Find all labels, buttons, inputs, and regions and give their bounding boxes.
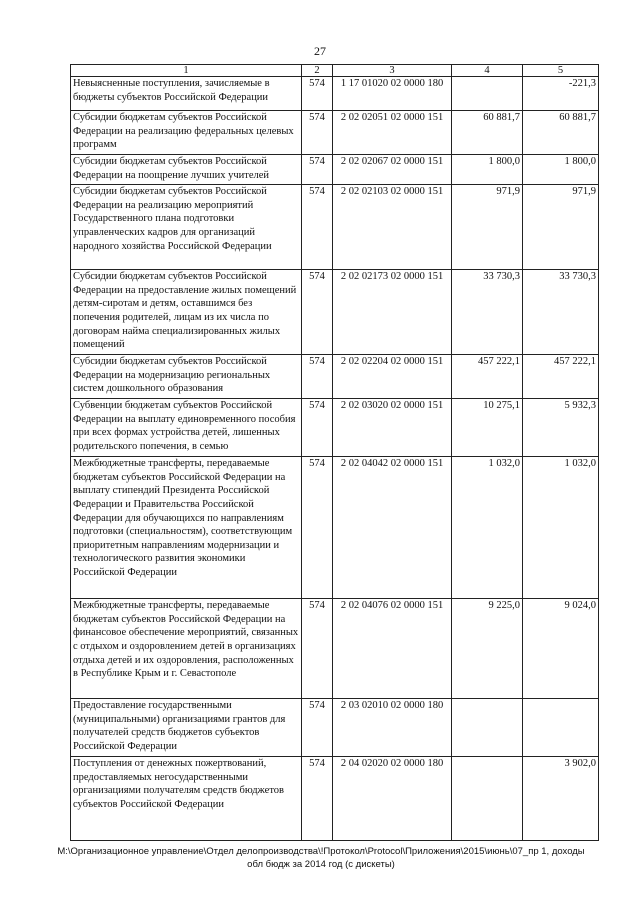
table-row	[71, 757, 599, 841]
table-row	[71, 599, 599, 699]
header-cell-3: 3	[333, 65, 452, 77]
amount-col4: 1 032,0	[452, 457, 523, 599]
amount-col5: 5 932,3	[523, 399, 599, 457]
revenue-name: Субсидии бюджетам субъектов Российской Федерации на модернизацию региональных систем дошкольного образования	[71, 355, 302, 399]
table-row	[71, 457, 599, 599]
amount-col4	[452, 757, 523, 841]
table-row	[71, 399, 599, 457]
amount-col4: 971,9	[452, 185, 523, 270]
budget-classification-code: 2 02 02051 02 0000 151	[333, 111, 452, 155]
file-path-footer	[56, 845, 586, 871]
budget-classification-code: 2 02 03020 02 0000 151	[333, 399, 452, 457]
header-cell-1: 1	[71, 65, 302, 77]
amount-col4	[452, 699, 523, 757]
admin-code: 574	[302, 757, 333, 841]
revenue-name: Невыясненные поступления, зачисляемые в бюджеты субъектов Российской Федерации	[71, 77, 302, 111]
admin-code: 574	[302, 599, 333, 699]
admin-code: 574	[302, 699, 333, 757]
budget-classification-code: 2 02 04076 02 0000 151	[333, 599, 452, 699]
header-cell-4: 4	[452, 65, 523, 77]
table-header-row	[71, 65, 599, 77]
amount-col5: 33 730,3	[523, 270, 599, 355]
budget-classification-code: 2 02 02103 02 0000 151	[333, 185, 452, 270]
budget-classification-code: 2 02 04042 02 0000 151	[333, 457, 452, 599]
table-row	[71, 155, 599, 185]
admin-code: 574	[302, 77, 333, 111]
table-row	[71, 185, 599, 270]
footer-line-2: обл бюдж за 2014 год (с дискеты)	[247, 859, 395, 870]
amount-col5: -221,3	[523, 77, 599, 111]
admin-code: 574	[302, 155, 333, 185]
budget-classification-code: 2 02 02173 02 0000 151	[333, 270, 452, 355]
amount-col5: 1 800,0	[523, 155, 599, 185]
revenue-name: Межбюджетные трансферты, передаваемые бюджетам субъектов Российской Федерации на выплату стипендий Президента Российской Федерации и Правительства Российской Федерации для обучающихся по направлениям подготовки (специальностям), соответствующим приоритетным направлениям модернизации и технологического развития экономики Российской Федерации	[71, 457, 302, 599]
amount-col4: 60 881,7	[452, 111, 523, 155]
admin-code: 574	[302, 457, 333, 599]
amount-col5: 971,9	[523, 185, 599, 270]
amount-col4: 1 800,0	[452, 155, 523, 185]
budget-classification-code: 2 03 02010 02 0000 180	[333, 699, 452, 757]
admin-code: 574	[302, 355, 333, 399]
amount-col4: 457 222,1	[452, 355, 523, 399]
admin-code: 574	[302, 399, 333, 457]
table-row	[71, 699, 599, 757]
revenue-table	[70, 64, 599, 841]
footer-line-1: M:\Организационное управление\Отдел делопроизводства\!Протокол\Protocol\Приложения\2015\июнь\07_пр 1, доходы	[57, 846, 585, 857]
amount-col5: 60 881,7	[523, 111, 599, 155]
budget-classification-code: 2 02 02204 02 0000 151	[333, 355, 452, 399]
header-cell-5: 5	[523, 65, 599, 77]
amount-col4: 10 275,1	[452, 399, 523, 457]
admin-code: 574	[302, 270, 333, 355]
header-cell-2: 2	[302, 65, 333, 77]
amount-col5: 1 032,0	[523, 457, 599, 599]
revenue-name: Субсидии бюджетам субъектов Российской Федерации на поощрение лучших учителей	[71, 155, 302, 185]
table-row	[71, 111, 599, 155]
admin-code: 574	[302, 185, 333, 270]
revenue-name: Субсидии бюджетам субъектов Российской Федерации на реализацию мероприятий Государственного плана подготовки управленческих кадров для организаций народного хозяйства Российской Федерации	[71, 185, 302, 270]
page-number: 27	[314, 44, 326, 58]
amount-col4	[452, 77, 523, 111]
amount-col5	[523, 699, 599, 757]
amount-col5: 3 902,0	[523, 757, 599, 841]
table-row	[71, 77, 599, 111]
budget-classification-code: 1 17 01020 02 0000 180	[333, 77, 452, 111]
revenue-name: Субсидии бюджетам субъектов Российской Федерации на реализацию федеральных целевых программ	[71, 111, 302, 155]
revenue-name: Субсидии бюджетам субъектов Российской Федерации на предоставление жилых помещений детям-сиротам и детям, оставшимся без попечения родителей, лицам из их числа по договорам найма специализированных жилых помещений	[71, 270, 302, 355]
table-row	[71, 270, 599, 355]
amount-col4: 33 730,3	[452, 270, 523, 355]
budget-classification-code: 2 02 02067 02 0000 151	[333, 155, 452, 185]
revenue-name: Субвенции бюджетам субъектов Российской Федерации на выплату единовременного пособия при всех формах устройства детей, лишенных родительского попечения, в семью	[71, 399, 302, 457]
amount-col5: 457 222,1	[523, 355, 599, 399]
revenue-name: Межбюджетные трансферты, передаваемые бюджетам субъектов Российской Федерации на финансовое обеспечение мероприятий, связанных с отдыхом и оздоровлением детей в организациях отдыха детей и их оздоровления, расположенных в Республике Крым и г. Севастополе	[71, 599, 302, 699]
table-row	[71, 355, 599, 399]
revenue-name: Поступления от денежных пожертвований, предоставляемых негосударственными организациями получателям средств бюджетов субъектов Российской Федерации	[71, 757, 302, 841]
amount-col5: 9 024,0	[523, 599, 599, 699]
amount-col4: 9 225,0	[452, 599, 523, 699]
budget-classification-code: 2 04 02020 02 0000 180	[333, 757, 452, 841]
admin-code: 574	[302, 111, 333, 155]
revenue-name: Предоставление государственными (муниципальными) организациями грантов для получателей средств бюджетов субъектов Российской Федерации	[71, 699, 302, 757]
